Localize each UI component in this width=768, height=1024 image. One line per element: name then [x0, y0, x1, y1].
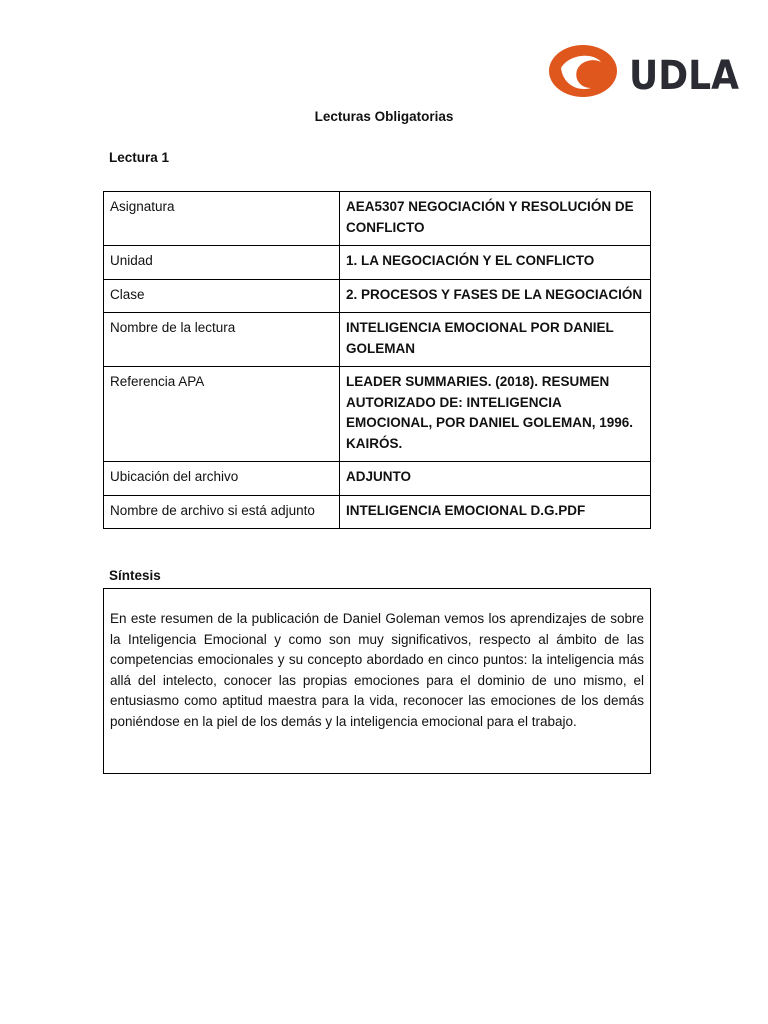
row-value: INTELIGENCIA EMOCIONAL POR DANIEL GOLEMAN	[340, 313, 651, 367]
reading-label: Lectura 1	[109, 150, 170, 165]
logo-wordmark: UDLA	[629, 53, 740, 99]
row-value: ADJUNTO	[340, 462, 651, 496]
table-row-reading-name	[104, 313, 651, 367]
reading-info-table	[103, 191, 651, 529]
row-key: Referencia APA	[104, 367, 340, 462]
row-key: Ubicación del archivo	[104, 462, 340, 496]
table-row-file-location	[104, 462, 651, 496]
page-title: Lecturas Obligatorias	[314, 109, 454, 124]
table-row-file-name	[104, 495, 651, 529]
udla-logo	[547, 42, 742, 100]
row-key: Nombre de archivo si está adjunto	[104, 495, 340, 529]
table-row-unit	[104, 246, 651, 280]
row-value: INTELIGENCIA EMOCIONAL D.G.PDF	[340, 495, 651, 529]
row-value: LEADER SUMMARIES. (2018). RESUMEN AUTORIZADO DE: INTELIGENCIA EMOCIONAL, POR DANIEL GOLEMAN, 1996. KAIRÓS.	[340, 367, 651, 462]
table-row-apa-reference	[104, 367, 651, 462]
synthesis-box	[103, 588, 651, 774]
row-value: 2. PROCESOS Y FASES DE LA NEGOCIACIÓN	[340, 279, 651, 313]
table-row-class	[104, 279, 651, 313]
row-key: Clase	[104, 279, 340, 313]
synthesis-label: Síntesis	[109, 568, 161, 583]
synthesis-text: En este resumen de la publicación de Daniel Goleman vemos los aprendizajes de sobre la Inteligencia Emocional y como son muy significativos, respecto al ámbito de las competencias emocionales y su concepto abordado en cinco puntos: la inteligencia más allá del intelecto, conocer las propias emociones para el dominio de uno mismo, el entusiasmo como aptitud maestra para la vida, reconocer las emociones de los demás poniéndose en la piel de los demás y la inteligencia emocional para el trabajo.	[110, 611, 644, 729]
row-value: 1. LA NEGOCIACIÓN Y EL CONFLICTO	[340, 246, 651, 280]
row-key: Asignatura	[104, 192, 340, 246]
table-row-subject	[104, 192, 651, 246]
row-key: Nombre de la lectura	[104, 313, 340, 367]
row-value: AEA5307 NEGOCIACIÓN Y RESOLUCIÓN DE CONFLICTO	[340, 192, 651, 246]
row-key: Unidad	[104, 246, 340, 280]
